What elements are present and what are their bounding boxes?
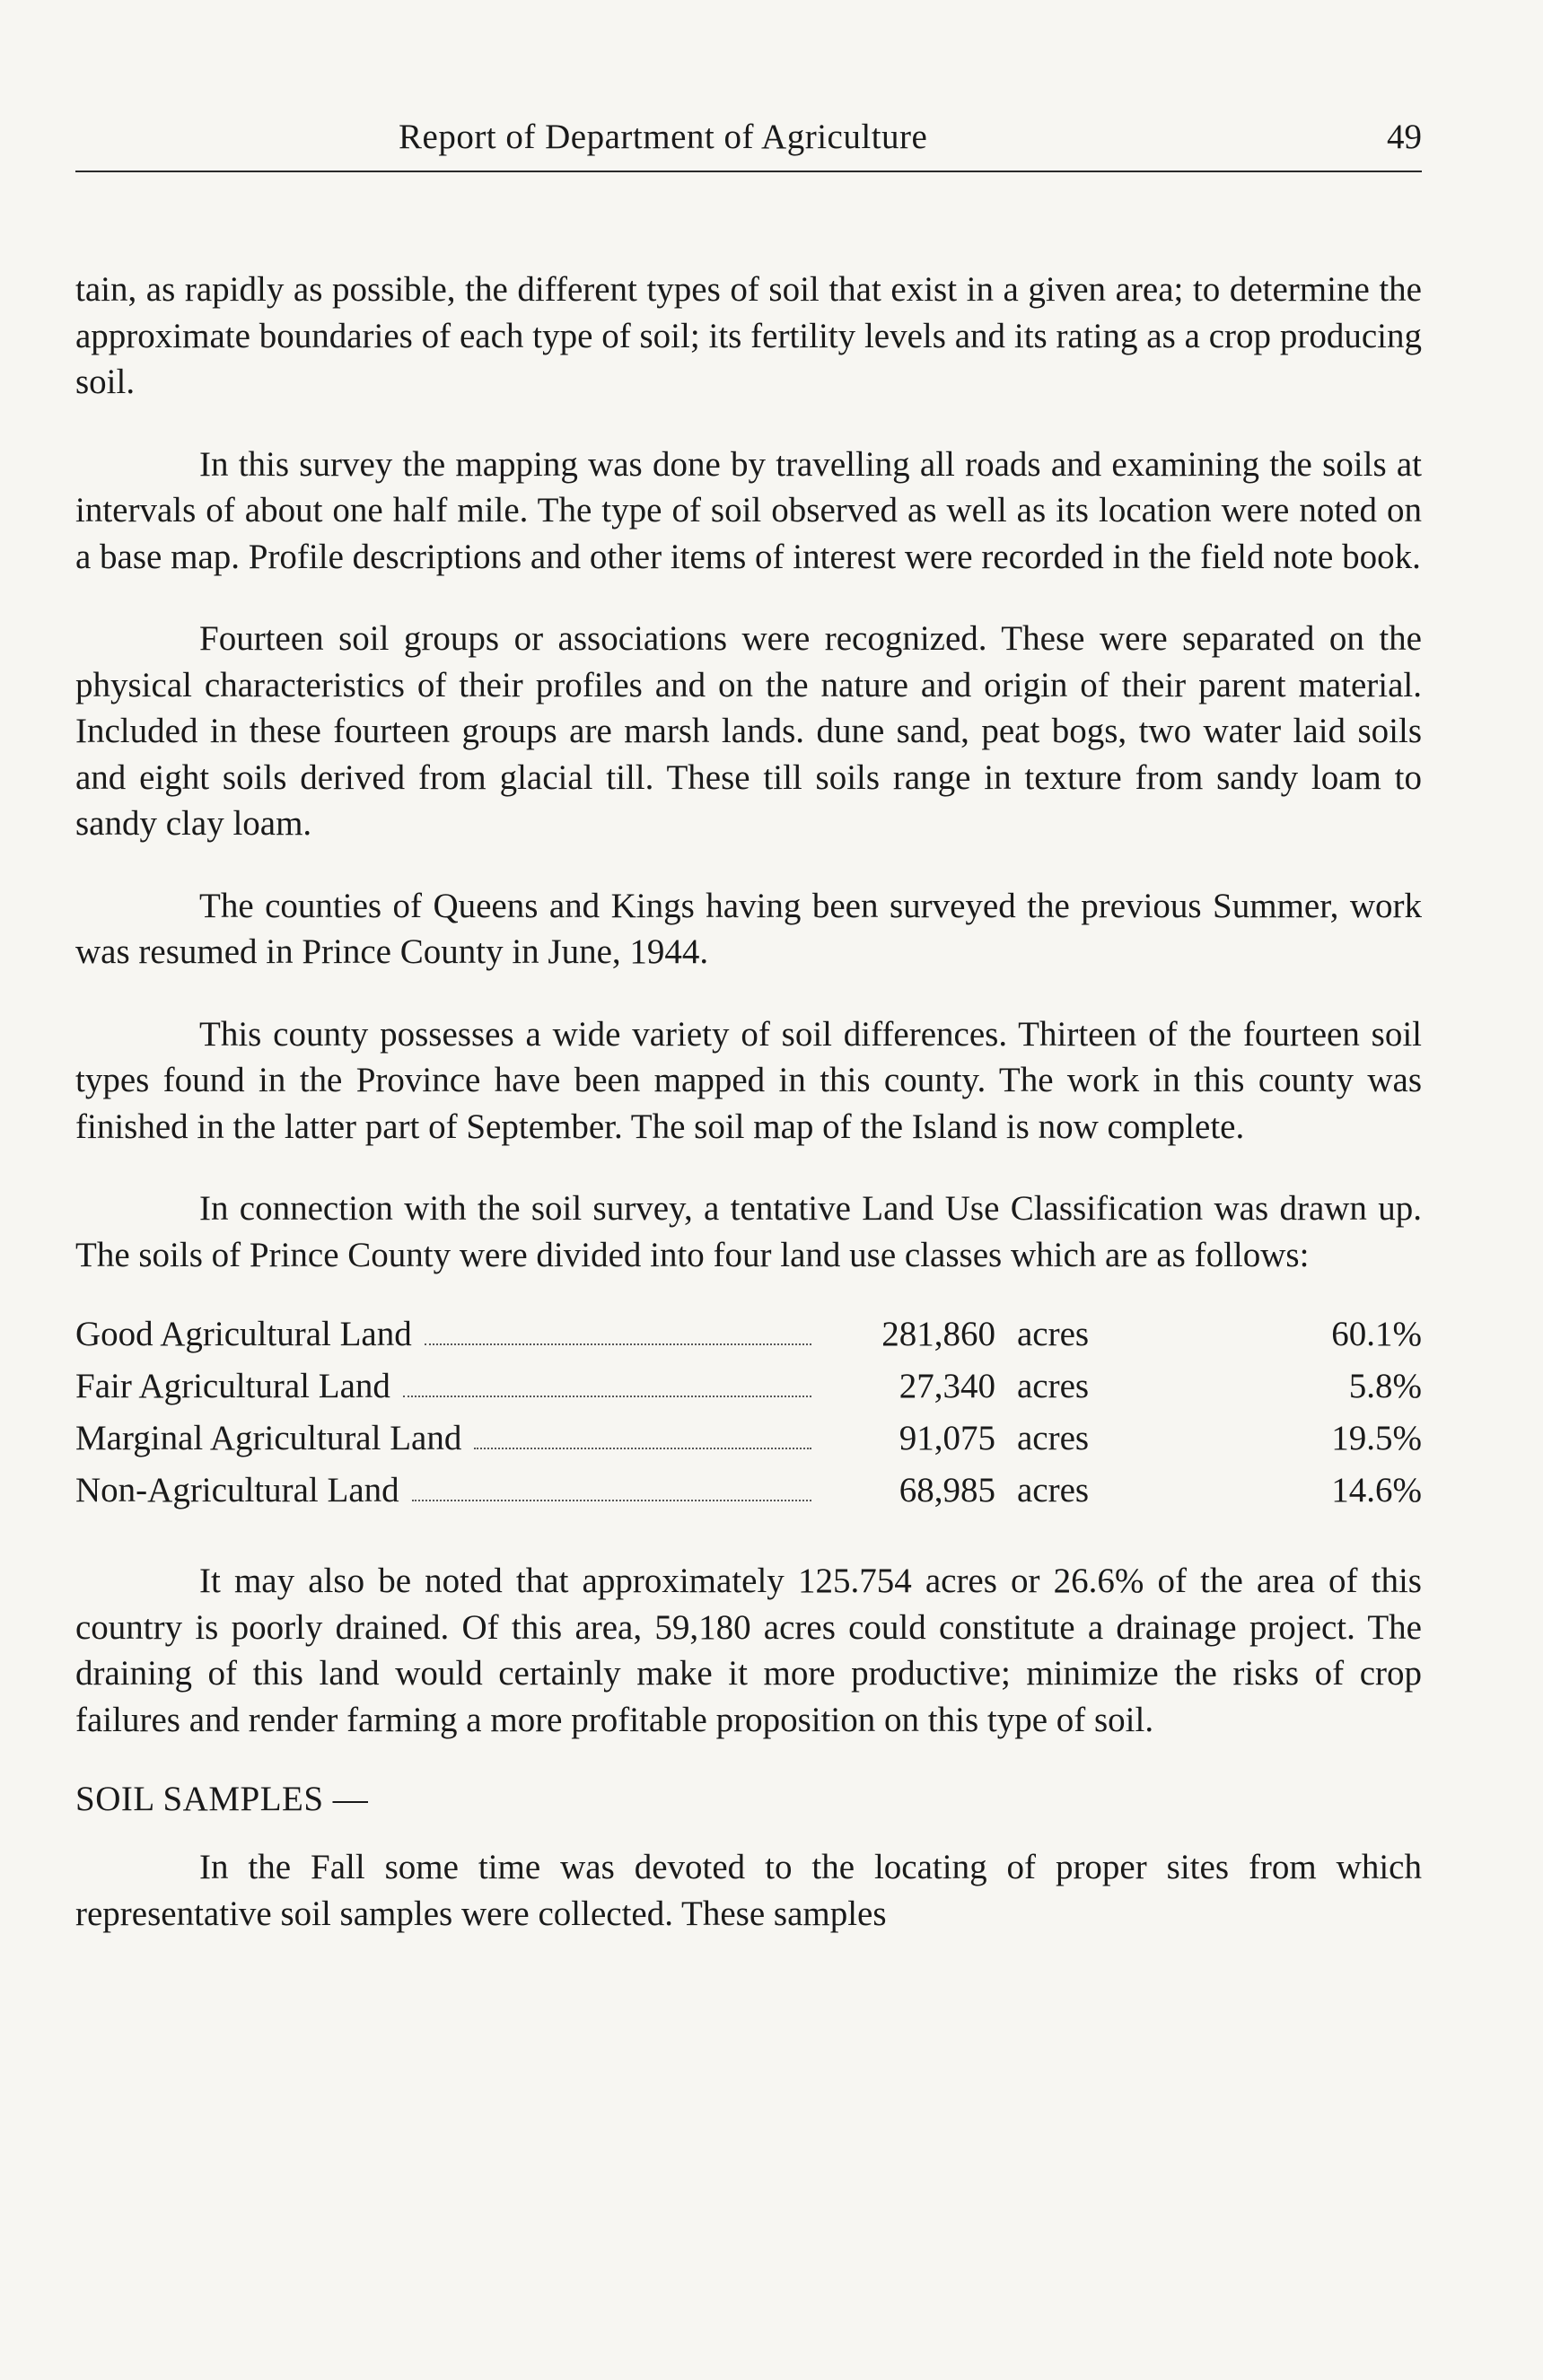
paragraph-survey-method: In this survey the mapping was done by travelling all roads and examining the soils at intervals of about one half mile. The type of soil observed as well as its location were noted on a base map. Profile descriptions and other items of interest were recorded in the field note book. — [75, 444, 1422, 576]
percent-value: 14.6% — [1331, 1471, 1422, 1509]
acres-value: 27,340 — [899, 1367, 995, 1405]
paragraph-soil-groups: Fourteen soil groups or associations were recognized. These were separated on the physical characteristics of their profiles and on the nature and origin of their parent material. Included in these fourteen groups are marsh lands. dune sand, peat bogs, two water laid soils and eight soils derived from glacial till. These till soils range in texture from sandy loam to sandy clay loam. — [75, 619, 1422, 843]
table-row — [75, 1366, 1422, 1418]
land-class-label: Non-Agricultural Land — [75, 1471, 399, 1509]
percent-value: 5.8% — [1348, 1367, 1422, 1405]
body-text — [75, 267, 1422, 1937]
paragraph-soil-samples: In the Fall some time was devoted to the locating of proper sites from which representative soil samples were collected. These samples — [75, 1848, 1422, 1933]
section-heading-soil-samples: SOIL SAMPLES — — [75, 1780, 369, 1818]
page-number: 49 — [1387, 118, 1422, 156]
table-row — [75, 1418, 1422, 1470]
paragraph-county-variety: This county possesses a wide variety of soil differences. Thirteen of the fourteen soil types found in the Province have been mapped in this county. The work in this county was finished in the latter part of September. The soil map of the Island is now complete. — [75, 1014, 1422, 1146]
dot-leader — [403, 1395, 811, 1397]
acres-value: 68,985 — [899, 1471, 995, 1509]
land-use-table — [75, 1314, 1422, 1522]
running-header — [75, 117, 1422, 172]
percent-value: 60.1% — [1331, 1315, 1422, 1353]
acres-unit: acres — [1017, 1419, 1090, 1457]
acres-unit: acres — [1017, 1471, 1090, 1509]
land-class-label: Fair Agricultural Land — [75, 1367, 390, 1405]
running-title: Report of Department of Agriculture — [399, 118, 928, 156]
paragraph-land-use: In connection with the soil survey, a tentative Land Use Classification was drawn up. The soils of Prince County were divided into four land use classes which are as follows: — [75, 1189, 1422, 1274]
paragraph-drainage: It may also be noted that approximately 125.754 acres or 26.6% of the area of this country is poorly drained. Of this area, 59,180 acres could constitute a drainage project. The draining of this land would certainly make it more productive; minimize the risks of crop failures and render farming a more profitable proposition on this type of soil. — [75, 1562, 1422, 1739]
percent-value: 19.5% — [1331, 1419, 1422, 1457]
acres-unit: acres — [1017, 1367, 1090, 1405]
dot-leader — [425, 1343, 811, 1345]
table-row — [75, 1314, 1422, 1366]
dot-leader — [412, 1499, 811, 1501]
table-row — [75, 1470, 1422, 1522]
paragraph-counties: The counties of Queens and Kings having been surveyed the previous Summer, work was resumed in Prince County in June, 1944. — [75, 886, 1422, 971]
document-page — [75, 117, 1422, 1973]
acres-value: 281,860 — [881, 1315, 995, 1353]
acres-unit: acres — [1017, 1315, 1090, 1353]
land-class-label: Good Agricultural Land — [75, 1315, 412, 1353]
paragraph-continued: tain, as rapidly as possible, the different types of soil that exist in a given area; to determine the approximate boundaries of each type of soil; its fertility levels and its rating as a crop producing soil. — [75, 270, 1422, 401]
land-class-label: Marginal Agricultural Land — [75, 1419, 462, 1457]
acres-value: 91,075 — [899, 1419, 995, 1457]
dot-leader — [474, 1447, 811, 1449]
